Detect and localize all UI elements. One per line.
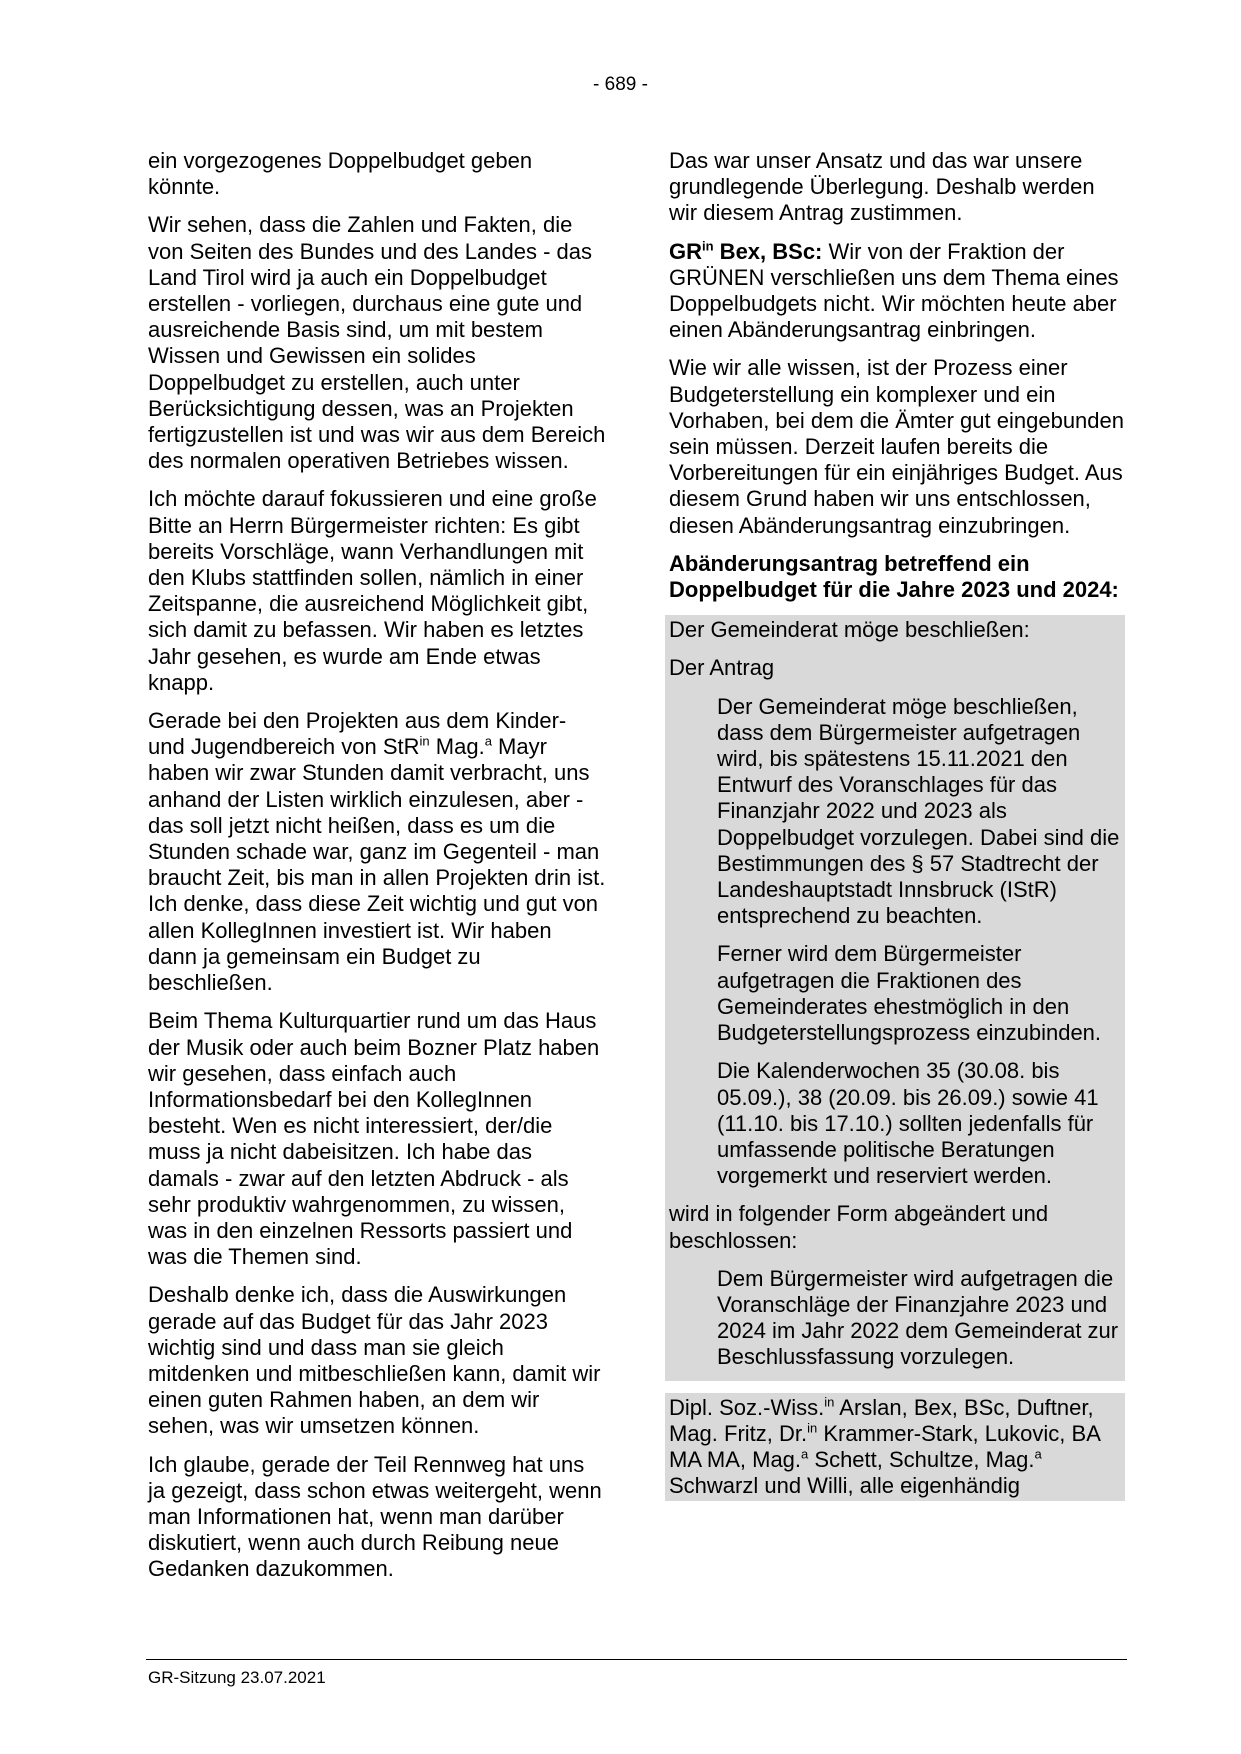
motion-box: [665, 615, 1125, 1380]
motion-original-3: Die Kalenderwochen 35 (30.08. bis 05.09.), 38 (20.09. bis 26.09.) sowie 41 (11.10. bis 17.10.) sollten jedenfalls für umfassende politische Beratungen vorgemerkt und reserviert werden.: [717, 1058, 1099, 1189]
text-segment: Mag.: [429, 734, 485, 760]
motion-original-1: Der Gemeinderat möge beschließen, dass dem Bürgermeister aufgetragen wird, bis spätestens 15.11.2021 den Entwurf des Voranschlages für das Finanzjahr 2022 und 2023 als Doppelbudget vorzulegen. Dabei sind die Bestimmungen des § 57 Stadtrecht der Landeshauptstadt Innsbruck (IStR) entsprechend zu beachten.: [717, 693, 1120, 929]
paragraph: Ich möchte darauf fokussieren und eine große Bitte an Herrn Bürgermeister richten: Es gibt bereits Vorschläge, wann Verhandlungen mit den Klubs stattfinden sollen, nämlich in einer Zeitspanne, die ausreichend Möglichkeit gibt, sich damit zu befassen. Wir haben es letztes Jahr gesehen, es wurde am Ende etwas knapp.: [148, 486, 597, 695]
motion-der-antrag: Der Antrag: [669, 655, 775, 681]
paragraph: Wie wir alle wissen, ist der Prozess einer Budgeterstellung ein komplexer und ein Vorhaben, bei dem die Ämter gut eingebunden sein müssen. Derzeit laufen bereits die Vorbereitungen für ein einjähriges Budget. Aus diesem Grund haben wir uns entschlossen, diesen Abänderungsantrag einzubringen.: [669, 355, 1124, 538]
superscript: a: [484, 733, 492, 749]
motion-resolve: Der Gemeinderat möge beschließen:: [669, 617, 1030, 643]
paragraph: Wir sehen, dass die Zahlen und Fakten, die von Seiten des Bundes und des Landes - das Land Tirol wird ja auch ein Doppelbudget erstellen - vorliegen, durchaus eine gute und ausreichende Basis sind, um mit bestem Wissen und Gewissen ein solides Doppelbudget zu erstellen, auch unter Berücksichtigung dessen, was an Projekten fertigzustellen ist und was wir aus dem Bereich des normalen operativen Betriebes wissen.: [148, 212, 606, 474]
paragraph: Ich glaube, gerade der Teil Rennweg hat uns ja gezeigt, dass schon etwas weitergeht, wenn man Informationen hat, wenn man darüber diskutiert, wenn auch durch Reibung neue Gedanken dazukommen.: [148, 1451, 602, 1582]
superscript: in: [807, 1420, 818, 1436]
text-segment: Dipl. Soz.-Wiss.: [669, 1394, 825, 1420]
footer-divider: [146, 1659, 1127, 1660]
superscript: in: [419, 733, 430, 749]
text-segment: Arslan, Bex, BSc, Duftner, Mag. Fritz, Dr.: [669, 1394, 1094, 1446]
right-column: [669, 148, 1125, 1501]
speaker-title: GR: [669, 238, 702, 264]
superscript: a: [1034, 1446, 1042, 1462]
text-segment: Mayr haben wir zwar Stunden damit verbracht, uns anhand der Listen wirklich einzulesen, aber - das soll jetzt nicht heißen, dass es um die Stunden schade war, ganz im Gegenteil - man braucht Zeit, bis man in allen Projekten drin ist. Ich denke, dass diese Zeit wichtig und gut von allen KollegInnen investiert ist. Wir haben dann ja gemeinsam ein Budget zu beschließen.: [148, 734, 606, 996]
motion-amended-intro: wird in folgender Form abgeändert und beschlossen:: [669, 1201, 1049, 1253]
superscript: a: [801, 1446, 809, 1462]
speaker-name: Bex, BSc:: [713, 238, 823, 264]
motion-original-2: Ferner wird dem Bürgermeister aufgetragen die Fraktionen des Gemeinderates ehestmöglich in den Budgeterstellungsprozess einzubinden.: [717, 941, 1102, 1046]
footer-session-date: GR-Sitzung 23.07.2021: [148, 1668, 326, 1687]
speaker-paragraph: [669, 239, 1125, 344]
paragraph: Beim Thema Kulturquartier rund um das Haus der Musik oder auch beim Bozner Platz haben wir gesehen, dass einfach auch Informationsbedarf bei den KollegInnen besteht. Wen es nicht interessiert, der/die muss ja nicht dabeisitzen. Ich habe das damals - zwar auf den letzten Abdruck - als sehr produktiv wahrgenommen, zu wissen, was in den einzelnen Ressorts passiert und was die Themen sind.: [148, 1008, 600, 1270]
text-segment: Schwarzl und Willi, alle eigenhändig: [669, 1473, 1020, 1499]
text-segment: Krammer-Stark, Lukovic, BA MA MA, Mag.: [669, 1420, 1100, 1472]
page-number: - 689 -: [593, 74, 648, 95]
paragraph: Deshalb denke ich, dass die Auswirkungen gerade auf das Budget für das Jahr 2023 wichtig sind und dass man sie gleich mitdenken und mitbeschließen kann, damit wir einen guten Rahmen haben, an dem wir sehen, was wir umsetzen können.: [148, 1282, 601, 1439]
motion-heading: Abänderungsantrag betreffend ein Doppelbudget für die Jahre 2023 und 2024:: [669, 550, 1119, 603]
superscript: in: [824, 1394, 835, 1410]
superscript: in: [702, 238, 714, 254]
left-column: [148, 148, 606, 1595]
text-segment: Wir von der Fraktion der GRÜNEN verschließen uns dem Thema eines Doppelbudgets nicht. Wir möchten heute aber einen Abänderungsantrag einbringen.: [669, 238, 1119, 343]
motion-amended-text: Dem Bürgermeister wird aufgetragen die Voranschläge der Finanzjahre 2023 und 2024 im Jahr 2022 dem Gemeinderat zur Beschlussfassung vorzulegen.: [717, 1265, 1119, 1370]
paragraph: Das war unser Ansatz und das war unsere grundlegende Überlegung. Deshalb werden wir diesem Antrag zustimmen.: [669, 148, 1095, 226]
paragraph: ein vorgezogenes Doppelbudget geben könnte.: [148, 148, 533, 200]
text-segment: Schett, Schultze, Mag.: [808, 1446, 1035, 1472]
paragraph: [148, 708, 606, 996]
signatories: [665, 1393, 1125, 1502]
text-segment: Gerade bei den Projekten aus dem Kinder- und Jugendbereich von StR: [148, 708, 567, 760]
